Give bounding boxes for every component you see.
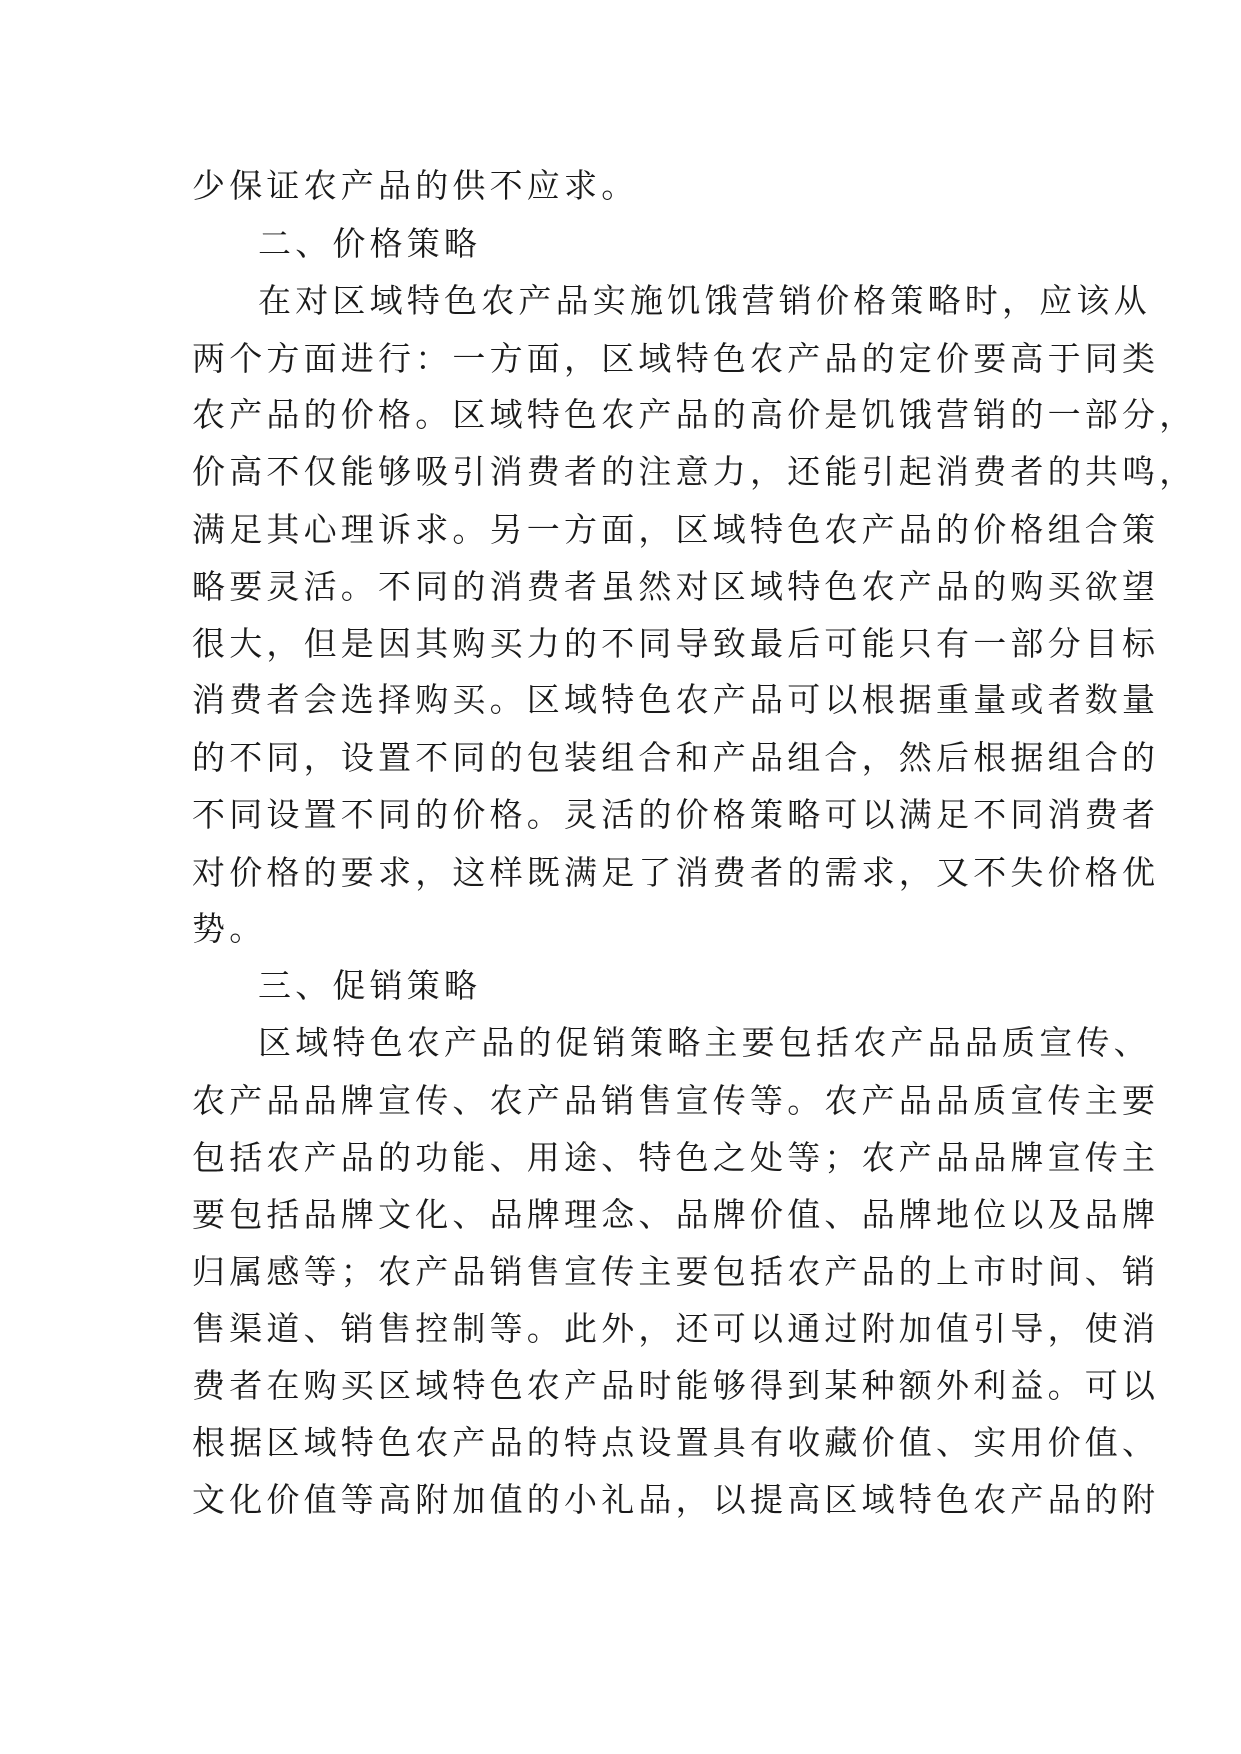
section-heading: 二、价格策略 (258, 224, 482, 263)
text-line: 少保证农产品的供不应求。 (192, 166, 639, 205)
text-line: 很大，但是因其购买力的不同导致最后可能只有一部分目标 (192, 624, 1160, 663)
text-line: 农产品的价格。区域特色农产品的高价是饥饿营销的一部分， (192, 395, 1197, 434)
text-line: 售渠道、销售控制等。此外，还可以通过附加值引导，使消 (192, 1309, 1160, 1348)
text-line: 费者在购买区域特色农产品时能够得到某种额外利益。可以 (192, 1366, 1160, 1405)
text-line: 文化价值等高附加值的小礼品，以提高区域特色农产品的附 (192, 1480, 1160, 1519)
text-line: 归属感等；农产品销售宣传主要包括农产品的上市时间、销 (192, 1252, 1160, 1291)
text-line: 的不同，设置不同的包装组合和产品组合，然后根据组合的 (192, 738, 1160, 777)
text-line: 价高不仅能够吸引消费者的注意力，还能引起消费者的共鸣， (192, 452, 1197, 491)
text-line: 消费者会选择购买。区域特色农产品可以根据重量或者数量 (192, 680, 1160, 719)
text-line: 对价格的要求，这样既满足了消费者的需求，又不失价格优 (192, 853, 1160, 892)
section-heading: 三、促销策略 (258, 966, 482, 1005)
text-line: 农产品品牌宣传、农产品销售宣传等。农产品品质宣传主要 (192, 1081, 1160, 1120)
text-line: 根据区域特色农产品的特点设置具有收藏价值、实用价值、 (192, 1423, 1160, 1462)
text-line: 包括农产品的功能、用途、特色之处等；农产品品牌宣传主 (192, 1138, 1160, 1177)
text-line: 满足其心理诉求。另一方面，区域特色农产品的价格组合策 (192, 510, 1160, 549)
text-line: 不同设置不同的价格。灵活的价格策略可以满足不同消费者 (192, 795, 1160, 834)
text-line: 势。 (192, 909, 267, 948)
paragraph-start: 在对区域特色农产品实施饥饿营销价格策略时，应该从 (258, 281, 1151, 320)
text-line: 要包括品牌文化、品牌理念、品牌价值、品牌地位以及品牌 (192, 1195, 1160, 1234)
text-line: 略要灵活。不同的消费者虽然对区域特色农产品的购买欲望 (192, 567, 1160, 606)
text-line: 两个方面进行：一方面，区域特色农产品的定价要高于同类 (192, 339, 1160, 378)
paragraph-start: 区域特色农产品的促销策略主要包括农产品品质宣传、 (258, 1023, 1151, 1062)
